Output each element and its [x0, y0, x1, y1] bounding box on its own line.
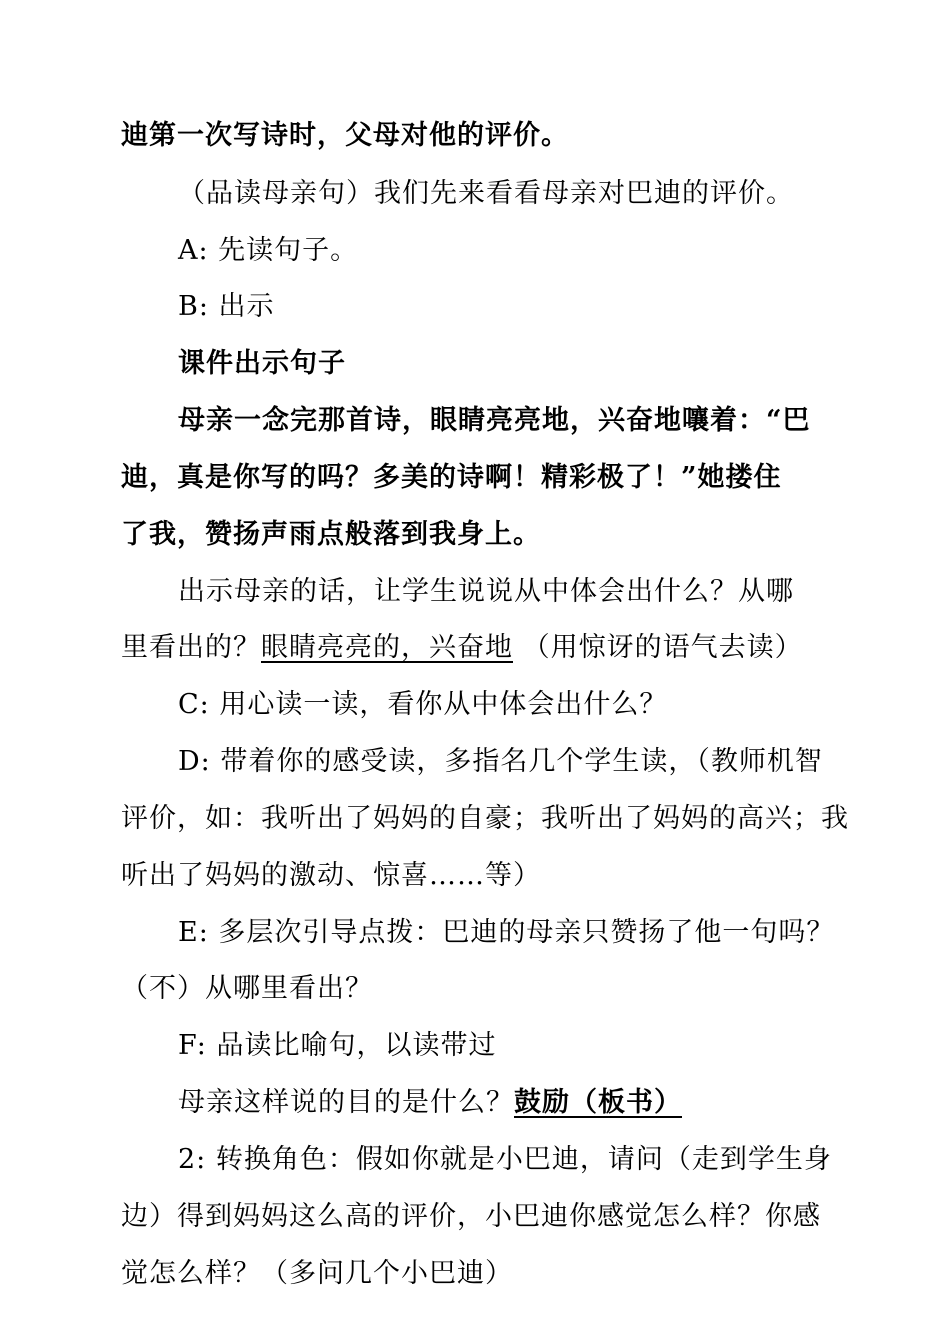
- paragraph-line: 2: 转换角色：假如你就是小巴迪，请问（走到学生身: [178, 1144, 832, 1175]
- paragraph-line: 听出了妈妈的激动、惊喜……等）: [121, 860, 541, 891]
- paragraph-line: 觉怎么样？（多问几个小巴迪）: [121, 1258, 513, 1289]
- paragraph-line: D: 带着你的感受读，多指名几个学生读，（教师机智: [178, 746, 823, 777]
- paragraph-line: C: 用心读一读，看你从中体会出什么？: [178, 689, 668, 720]
- paragraph-line: 迪第一次写诗时，父母对他的评价。: [121, 120, 569, 151]
- paragraph-heading: 课件出示句子: [178, 348, 346, 379]
- text-segment: 母亲这样说的目的是什么？: [178, 1087, 514, 1118]
- paragraph-line: 出示母亲的话，让学生说说从中体会出什么？从哪: [178, 576, 794, 607]
- paragraph-line: 评价，如：我听出了妈妈的自豪；我听出了妈妈的高兴；我: [121, 803, 849, 834]
- paragraph-line: （品读母亲句）我们先来看看母亲对巴迪的评价。: [178, 178, 794, 209]
- paragraph-line: [178, 1083, 898, 1123]
- underlined-phrase: 眼睛亮亮的，兴奋地: [261, 632, 513, 663]
- paragraph-line: A: 先读句子。: [178, 235, 359, 266]
- paragraph-line: E: 多层次引导点拨：巴迪的母亲只赞扬了他一句吗？: [178, 917, 835, 948]
- underlined-bold-phrase: 鼓励（板书）: [514, 1087, 682, 1118]
- quote-line: 了我，赞扬声雨点般落到我身上。: [121, 519, 541, 550]
- paragraph-line: 边）得到妈妈这么高的评价，小巴迪你感觉怎么样？你感: [121, 1201, 821, 1232]
- paragraph-line: F: 品读比喻句，以读带过: [178, 1030, 497, 1061]
- paragraph-line: （不）从哪里看出？: [121, 973, 373, 1004]
- text-segment: 里看出的？: [121, 632, 261, 663]
- quote-line: 迪，真是你写的吗？多美的诗啊！精彩极了！”她搂住: [121, 462, 782, 493]
- paragraph-line: B: 出示: [178, 291, 275, 322]
- text-segment: （用惊讶的语气去读）: [513, 632, 803, 663]
- quote-line: 母亲一念完那首诗，眼睛亮亮地，兴奋地嚷着：“巴: [178, 405, 811, 436]
- paragraph-line: [121, 628, 841, 668]
